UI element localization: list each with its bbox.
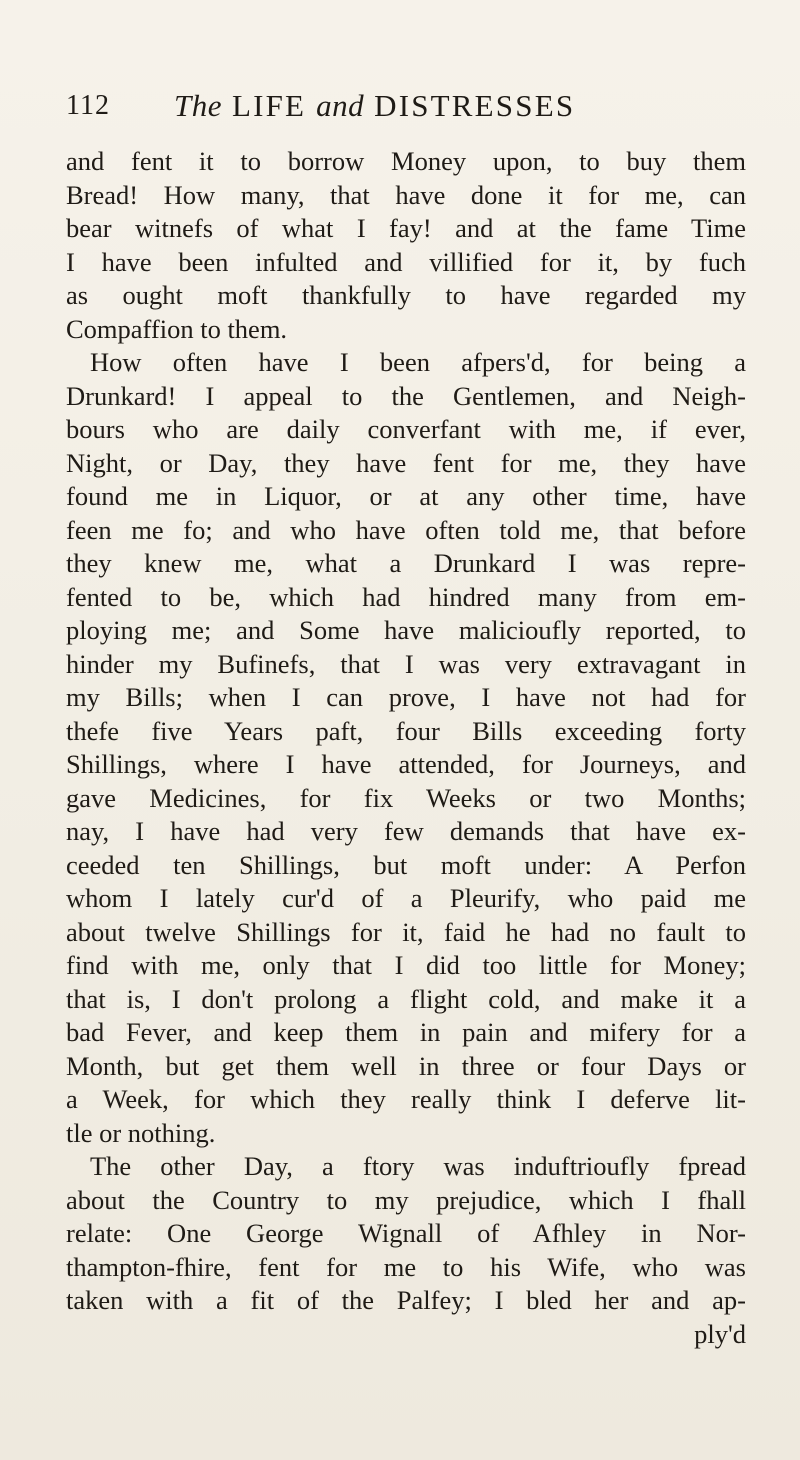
- running-head-conj: and: [316, 88, 365, 123]
- text-line: How often have I been afpers'd, for being a: [90, 347, 746, 377]
- catchword: ply'd: [694, 1318, 746, 1349]
- text-line: hinder my Bufinefs, that I was very extravagant in: [66, 648, 746, 679]
- text-line: taken with a fit of the Palfey; I bled her and ap-: [66, 1285, 746, 1315]
- text-line: Compaffion to them.: [66, 313, 288, 344]
- text-line: tle or nothing.: [66, 1117, 216, 1148]
- text-line: The other Day, a ftory was induftrioufly fpread: [90, 1151, 746, 1181]
- running-head: [174, 88, 575, 124]
- page-number: 112: [66, 90, 110, 121]
- text-line: thampton-fhire, fent for me to his Wife, who was: [66, 1251, 746, 1282]
- text-line: they knew me, what a Drunkard I was repre-: [66, 548, 746, 578]
- text-line: Drunkard! I appeal to the Gentlemen, and Neigh-: [66, 380, 746, 411]
- text-line: Bread! How many, that have done it for me, can: [66, 179, 746, 210]
- text-line: Month, but get them well in three or four Days or: [66, 1050, 746, 1081]
- text-line: gave Medicines, for fix Weeks or two Months;: [66, 782, 746, 813]
- text-line: as ought moft thankfully to have regarded my: [66, 280, 746, 310]
- running-head-prefix: The: [174, 88, 222, 123]
- text-line: a Week, for which they really think I deferve lit-: [66, 1084, 746, 1114]
- text-line: that is, I don't prolong a flight cold, and make it a: [66, 983, 746, 1014]
- text-line: about twelve Shillings for it, faid he had no fault to: [66, 916, 746, 947]
- text-line: bad Fever, and keep them in pain and mifery for a: [66, 1017, 746, 1047]
- text-line: bear witnefs of what I fay! and at the fame Time: [66, 213, 746, 243]
- text-line: found me in Liquor, or at any other time, have: [66, 481, 746, 511]
- text-line: nay, I have had very few demands that have ex-: [66, 816, 746, 846]
- running-head-main: LIFE: [231, 88, 307, 123]
- text-line: Shillings, where I have attended, for Journeys, and: [66, 749, 746, 779]
- text-line: feen me fo; and who have often told me, that before: [66, 514, 746, 545]
- text-line: find with me, only that I did too little for Money;: [66, 950, 746, 980]
- text-line: ploying me; and Some have malicioufly reported, to: [66, 615, 746, 645]
- text-line: relate: One George Wignall of Afhley in Nor-: [66, 1218, 746, 1248]
- body-text: [66, 145, 746, 1351]
- text-line: ceeded ten Shillings, but moft under: A Perfon: [66, 849, 746, 880]
- text-line: Night, or Day, they have fent for me, they have: [66, 447, 746, 478]
- text-line: whom I lately cur'd of a Pleurify, who paid me: [66, 883, 746, 913]
- text-line: thefe five Years paft, four Bills exceeding forty: [66, 715, 746, 746]
- text-line: about the Country to my prejudice, which I fhall: [66, 1184, 746, 1215]
- text-line: my Bills; when I can prove, I have not had for: [66, 682, 746, 712]
- text-line: and fent it to borrow Money upon, to buy them: [66, 146, 746, 176]
- page-header: [66, 88, 746, 128]
- text-line: fented to be, which had hindred many from em-: [66, 581, 746, 612]
- text-line: I have been infulted and villified for it, by fuch: [66, 246, 746, 277]
- text-line: bours who are daily converfant with me, if ever,: [66, 414, 746, 444]
- running-head-tail: DISTRESSES: [374, 88, 576, 123]
